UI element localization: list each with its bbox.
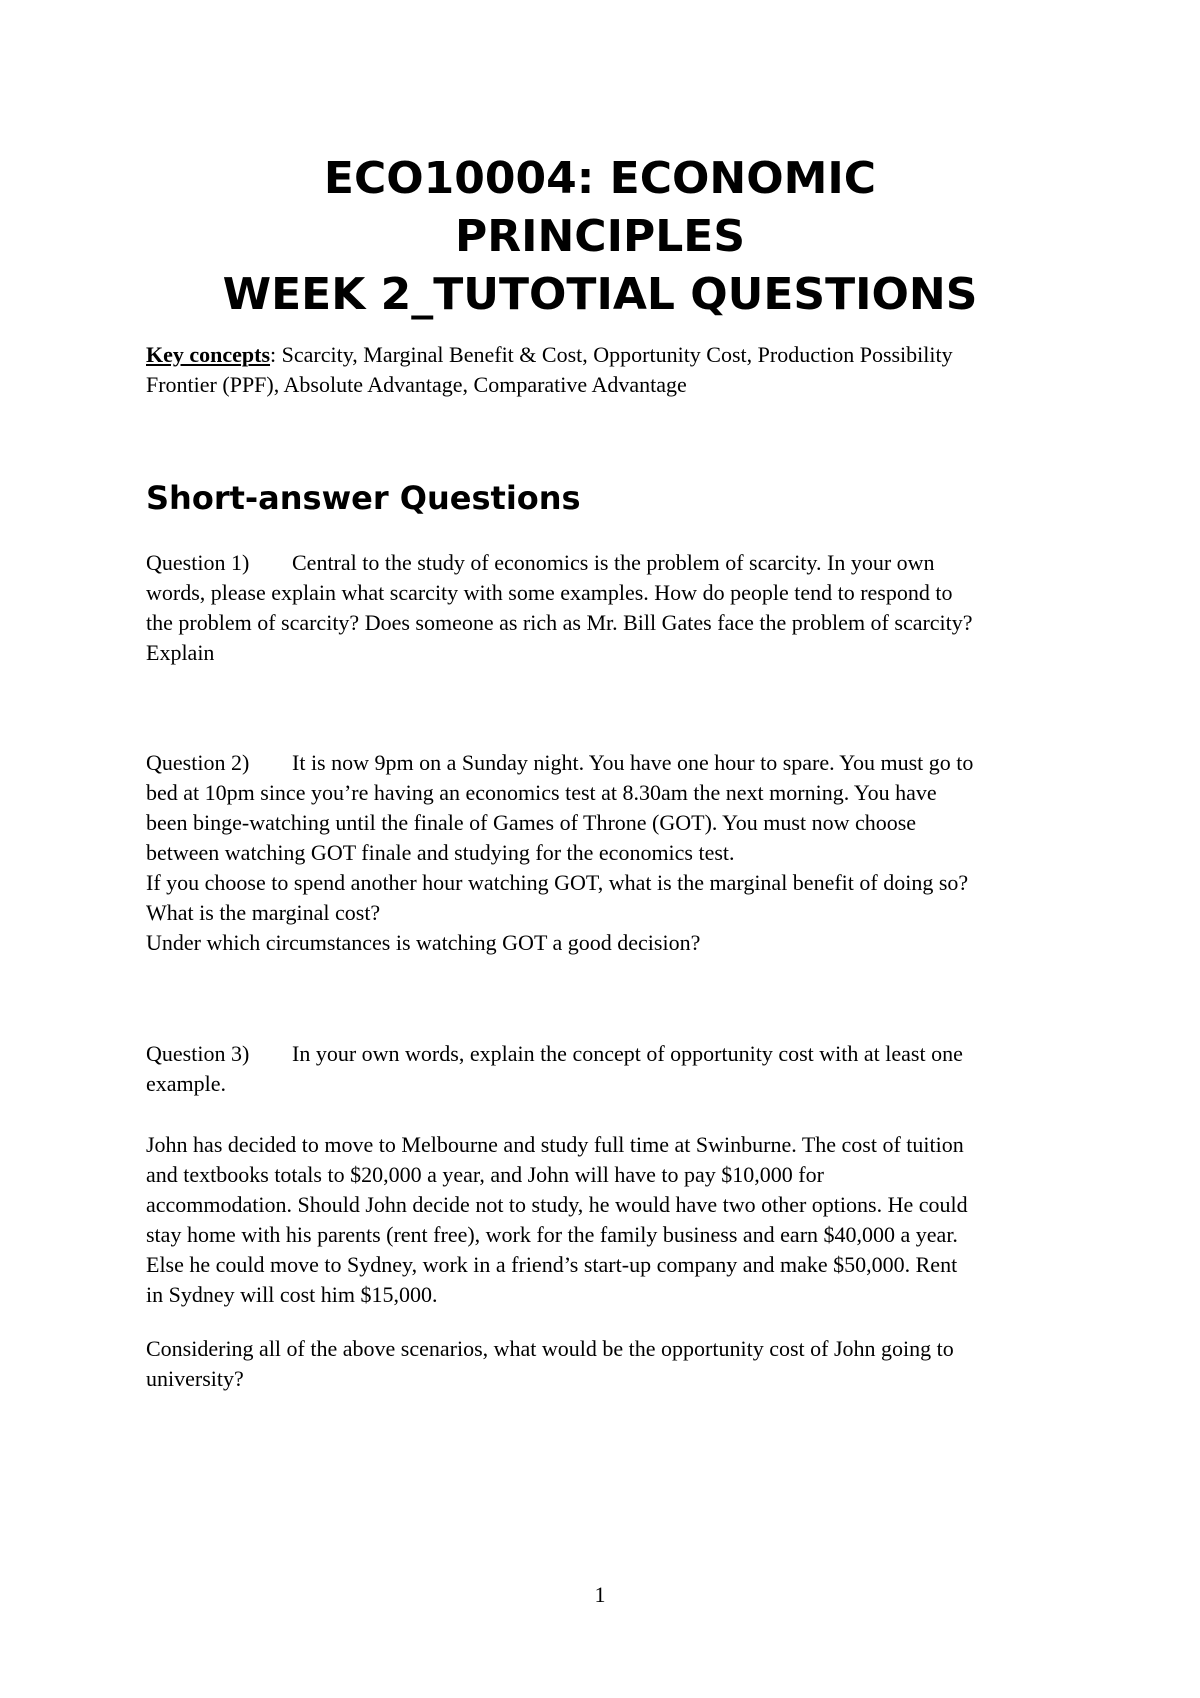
question-line bbox=[146, 1039, 1066, 1069]
question-3-prompt bbox=[146, 1334, 1066, 1394]
key-concepts-text: : Scarcity, Marginal Benefit & Cost, Opportunity Cost, Production Possibility bbox=[270, 342, 953, 367]
key-concepts bbox=[146, 340, 1066, 400]
question-text: bed at 10pm since you’re having an economics test at 8.30am the next morning. You have bbox=[146, 780, 937, 805]
question-label: Question 2) bbox=[146, 750, 250, 775]
question-text: been binge-watching until the finale of Games of Throne (GOT). You must now choose bbox=[146, 810, 917, 835]
question-1 bbox=[146, 548, 1066, 668]
question-label: Question 3) bbox=[146, 1041, 250, 1066]
prompt-text: Considering all of the above scenarios, what would be the opportunity cost of John going to bbox=[146, 1336, 954, 1361]
question-2 bbox=[146, 748, 1066, 958]
page-number: 1 bbox=[594, 1582, 606, 1607]
question-3-scenario bbox=[146, 1130, 1066, 1310]
question-text: example. bbox=[146, 1071, 227, 1096]
key-concepts-label: Key concepts bbox=[146, 342, 271, 367]
question-text: If you choose to spend another hour watching GOT, what is the marginal benefit of doing so? bbox=[146, 870, 969, 895]
key-concepts-text: Frontier (PPF), Absolute Advantage, Comparative Advantage bbox=[146, 372, 687, 397]
title-line: PRINCIPLES bbox=[454, 211, 746, 262]
question-text: What is the marginal cost? bbox=[146, 900, 381, 925]
scenario-text: Else he could move to Sydney, work in a friend’s start-up company and make $50,000. Rent bbox=[146, 1252, 958, 1277]
question-text: In your own words, explain the concept of opportunity cost with at least one bbox=[292, 1041, 963, 1066]
question-text: It is now 9pm on a Sunday night. You have one hour to spare. You must go to bbox=[292, 750, 974, 775]
scenario-text: accommodation. Should John decide not to study, he would have two other options. He could bbox=[146, 1192, 968, 1217]
document-title bbox=[0, 150, 1200, 324]
question-text: Explain bbox=[146, 640, 215, 665]
scenario-text: John has decided to move to Melbourne and study full time at Swinburne. The cost of tuition bbox=[146, 1132, 964, 1157]
title-line: WEEK 2_TUTOTIAL QUESTIONS bbox=[222, 269, 978, 320]
section-heading: Short-answer Questions bbox=[146, 479, 581, 517]
question-text: words, please explain what scarcity with some examples. How do people tend to respond to bbox=[146, 580, 953, 605]
key-concepts-line bbox=[146, 340, 1066, 370]
question-line bbox=[146, 748, 1066, 778]
question-line bbox=[146, 548, 1066, 578]
question-text: between watching GOT finale and studying for the economics test. bbox=[146, 840, 735, 865]
question-3 bbox=[146, 1039, 1066, 1099]
question-text: the problem of scarcity? Does someone as rich as Mr. Bill Gates face the problem of scarcity? bbox=[146, 610, 973, 635]
scenario-text: in Sydney will cost him $15,000. bbox=[146, 1282, 438, 1307]
question-text: Central to the study of economics is the problem of scarcity. In your own bbox=[292, 550, 935, 575]
prompt-text: university? bbox=[146, 1366, 244, 1391]
scenario-text: and textbooks totals to $20,000 a year, and John will have to pay $10,000 for bbox=[146, 1162, 824, 1187]
title-line: ECO10004: ECONOMIC bbox=[323, 153, 877, 204]
scenario-text: stay home with his parents (rent free), work for the family business and earn $40,000 a year. bbox=[146, 1222, 958, 1247]
question-label: Question 1) bbox=[146, 550, 250, 575]
question-text: Under which circumstances is watching GOT a good decision? bbox=[146, 930, 701, 955]
